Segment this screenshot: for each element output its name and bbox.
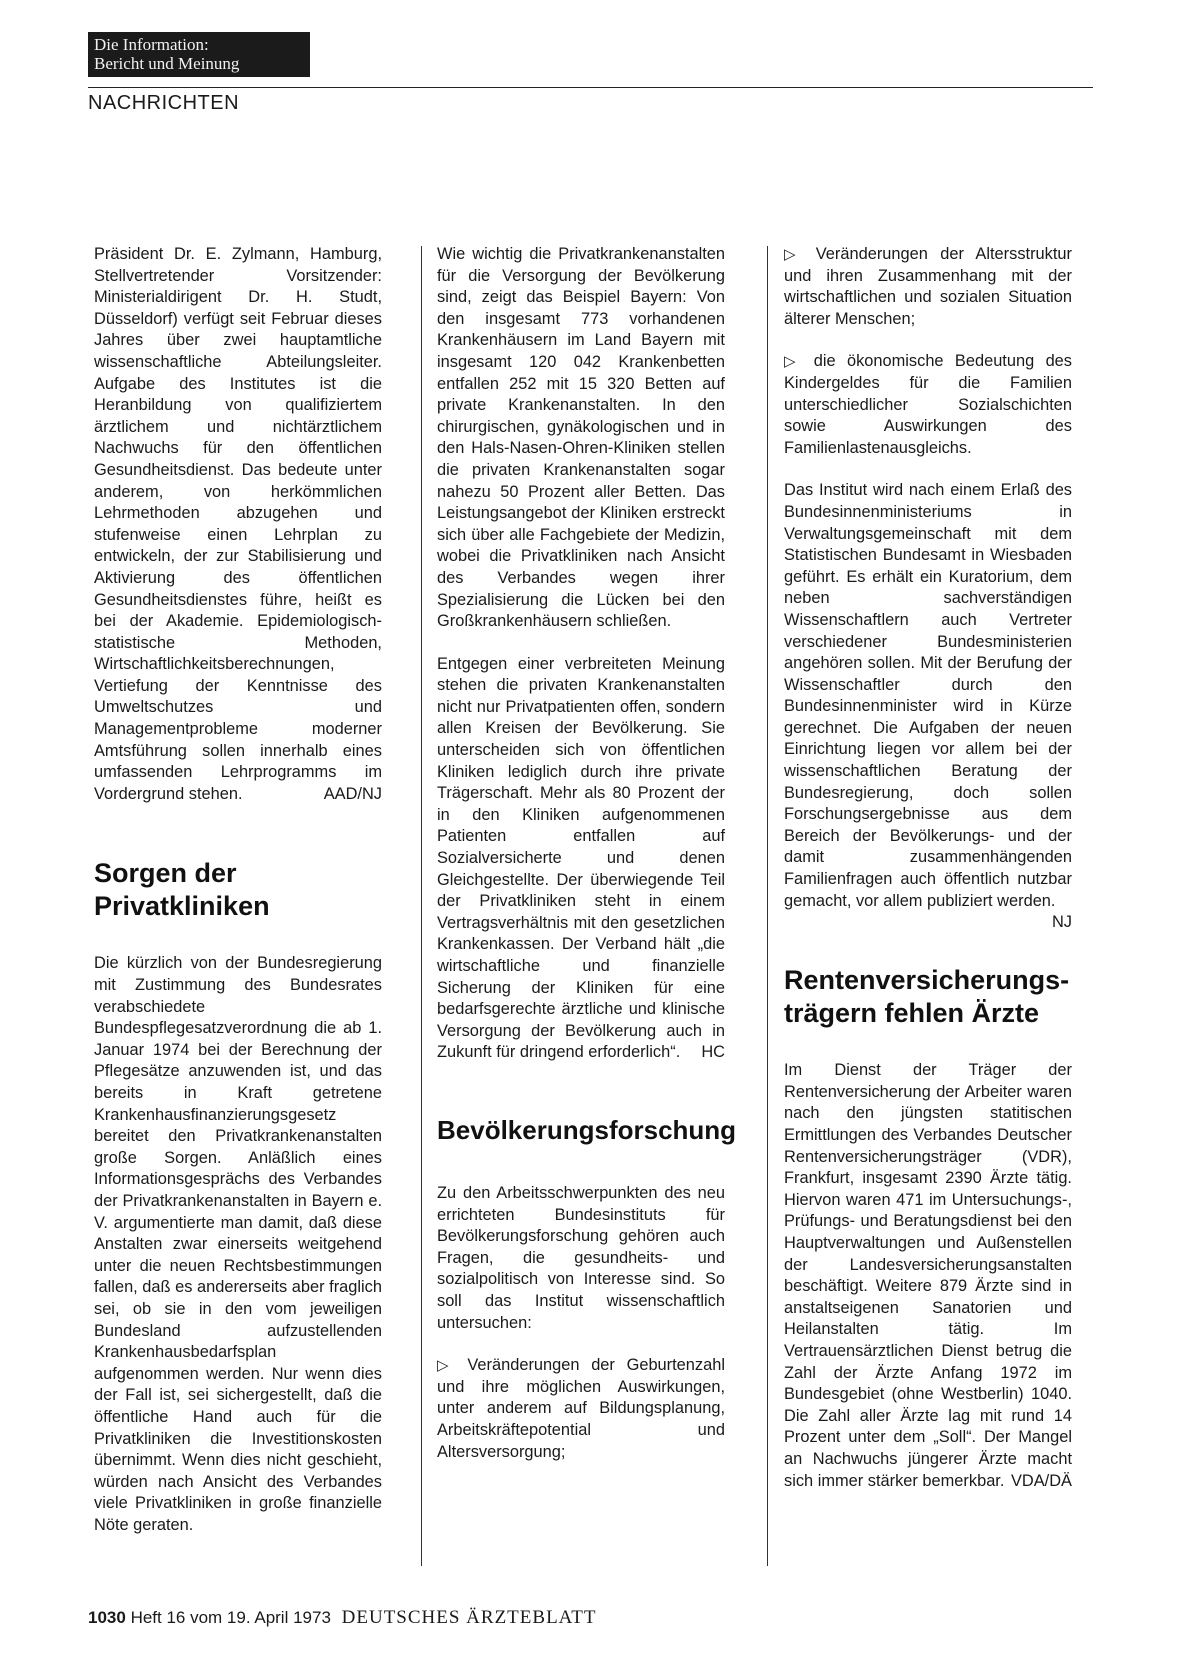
headline-line: trägern fehlen Ärzte [784, 998, 1040, 1029]
headline-rentenversicherungstraeger [784, 964, 1072, 1030]
page-number: 1030 [88, 1608, 126, 1627]
article-bevoelkerungsforschung-institut [784, 480, 1072, 932]
bullet-text: Veränderungen der Altersstruktur und ihren Zusammenhang mit der wirtschaftlichen und sozialen Situation älterer Menschen; [784, 245, 1072, 328]
headline-bevoelkerungsforschung: Bevölkerungsforschung [437, 1114, 737, 1145]
headline-line: Sorgen der [94, 858, 237, 889]
column-2 [437, 244, 737, 1463]
rubric-line-1: Die Information: [94, 35, 209, 54]
article-privatkliniken-bayern: Wie wichtig die Privatkrankenanstalten für die Versorgung der Bevölkerung sind, zeigt das Beispiel Bayern: Von den insgesamt 773 vorhandenen Krankenhäusern im Land Bayern mit insgesamt 120 042 Krankenbetten entfallen 252 mit 15 320 Betten auf private Krankenanstalten. In den chirurgischen, gynäkologischen und in den Hals-Nasen-Ohren-Kliniken stellen die privaten Krankenanstalten sogar nahezu 50 Prozent aller Betten. Das Leistungsangebot der Kliniken erstreckt sich über alle Fachgebiete der Medizin, wobei die Privatkliniken nach Ansicht des Verbandes wegen ihrer Spezialisierung die Lücken bei den Großkrankenhäusern schließen. [437, 245, 725, 631]
header-rule [88, 87, 1093, 88]
bullet-item [784, 351, 1072, 459]
triangle-right-icon: ▷ [437, 1356, 456, 1375]
section-label: NACHRICHTEN [88, 92, 240, 114]
column-divider-1 [421, 246, 422, 1566]
bullet-item [437, 1355, 725, 1463]
author-signature: NJ [1051, 913, 1072, 932]
bullet-text: die ökonomische Bedeutung des Kindergeldes für die Familien unterschiedlicher Sozialschichten sowie Auswirkungen des Familienlastenausgleichs. [784, 352, 1072, 457]
rubric-box [88, 32, 310, 77]
headline-line: Privatkliniken [94, 891, 270, 922]
author-signature: HC [701, 1043, 725, 1062]
author-signature: VDA/DÄ [1010, 1471, 1072, 1490]
headline-sorgen-der-privatkliniken [94, 857, 382, 923]
column-3 [784, 244, 1072, 1492]
bullet-item [784, 244, 1072, 330]
masthead: DEUTSCHES ÄRZTEBLATT [341, 1607, 597, 1628]
paragraph-text: Das Institut wird nach einem Erlaß des Bundesinnenministeriums in Verwaltungsgemeinschaft mit dem Statistischen Bundesamt in Wiesbaden geführt. Es erhält ein Kuratorium, dem neben sachverständigen Wissenschaftlern auch Vertreter verschiedener Bundesministerien angehören sollen. Mit der Berufung der Wissenschaftler durch den Bundesinnenminister wird in Kürze gerechnet. Die Aufgaben der neuen Einrichtung liegen vor allem bei der wissenschaftlichen Beratung der Bundesregierung, doch sollen Forschungsergebnisse aus dem Bereich der Bevölkerungs- und der damit zusammenhängenden Familienfragen auch öffentlich nutzbar gemacht, vor allem publiziert werden. [784, 481, 1072, 910]
column-divider-2 [767, 246, 768, 1566]
author-signature: AAD/NJ [323, 784, 382, 803]
article-academy-continuation [94, 244, 382, 805]
column-1 [94, 244, 382, 1536]
bullet-text: Veränderungen der Geburtenzahl und ihre möglichen Auswirkungen, unter anderem auf Bildungsplanung, Arbeitskräftepotential und Altersversorgung; [437, 1356, 725, 1461]
headline-line: Rentenversicherungs- [784, 965, 1070, 996]
issue-info: Heft 16 vom 19. April 1973 [130, 1608, 331, 1627]
triangle-right-icon: ▷ [784, 352, 803, 371]
article-privatkliniken-intro: Die kürzlich von der Bundesregierung mit Zustimmung des Bundesrates verabschiedete Bundespflegesatzverordnung die ab 1. Januar 1974 bei der Berechnung der Pflegesätze anzuwenden ist, und das bereits in Kraft getretene Krankenhausfinanzierungsgesetz bereitet den Privatkrankenanstalten große Sorgen. Anläßlich eines Informationsgesprächs des Verbandes der Privatkrankenanstalten in Bayern e. V. argumentierte man damit, daß diese Anstalten zwar einerseits weitgehend unter die neuen Rechtsbestimmungen fallen, daß es andererseits aber fraglich sei, ob sie in den vom jeweiligen Bundesland aufzustellenden Krankenhausbedarfsplan aufgenommen werden. Nur wenn dies der Fall ist, sei sichergestellt, daß die öffentliche Hand auch für die Privatkliniken die Investitionskosten übernimmt. Wenn dies nicht geschieht, würden nach Ansicht des Verbandes viele Privatkliniken in große finanzielle Nöte geraten. [94, 954, 382, 1534]
article-rentenversicherung [784, 1060, 1072, 1492]
article-bevoelkerungsforschung-intro: Zu den Arbeitsschwerpunkten des neu errichteten Bundesinstituts für Bevölkerungsforschung gehören auch Fragen, die gesundheits- und sozialpolitisch von Interesse sind. So soll das Institut wissenschaftlich untersuchen: [437, 1183, 725, 1332]
rubric-line-2: Bericht und Meinung [94, 54, 240, 73]
triangle-right-icon: ▷ [784, 245, 804, 263]
paragraph-text: Im Dienst der Träger der Rentenversicherung der Arbeiter waren nach den jüngsten statitischen Ermittlungen des Verbandes Deutscher Rentenversicherungsträger (VDR), Frankfurt, insgesamt 2390 Ärzte tätig. Hiervon waren 471 im Untersuchungs-, Prüfungs- und Beratungsdienst bei den Hauptverwaltungen und Außenstellen der Landesversicherungsanstalten beschäftigt. Weitere 879 Ärzte sind in anstaltseigenen Sanatorien und Heilanstalten tätig. Im Vertrauensärztlichen Dienst betrug die Zahl der Ärzte Anfang 1972 im Bundesgebiet (ohne Westberlin) 1040. Die Zahl aller Ärzte lag mit rund 14 Prozent unter dem „Soll“. Der Mangel an Nachwuchs jüngerer Ärzte macht sich immer stärker bemerkbar. [784, 1061, 1072, 1490]
paragraph-text: Entgegen einer verbreiteten Meinung stehen die privaten Krankenanstalten nicht nur Privatpatienten offen, sondern allen Kreisen der Bevölkerung. Sie unterscheiden sich von öffentlichen Kliniken lediglich durch ihre private Trägerschaft. Mehr als 80 Prozent der in den Kliniken aufgenommenen Patienten entfallen auf Sozialversicherte und denen Gleichgestellte. Der überwiegende Teil der Privatkliniken steht in einem Vertragsverhältnis mit den gesetzlichen Krankenkassen. Der Verband hält „die wirtschaftliche und finanzielle Sicherung der Kliniken für eine bedarfsgerechte ärztliche und klinische Versorgung der Bevölkerung auch in Zukunft für dringend erforderlich“. [437, 654, 725, 1062]
paragraph-text: Präsident Dr. E. Zylmann, Hamburg, Stellvertretender Vorsitzender: Ministerialdirigent Dr. H. Studt, Düsseldorf) verfügt seit Februar dieses Jahres über zwei hauptamtliche wissenschaftliche Abteilungsleiter. Aufgabe des Institutes ist die Heranbildung von qualifiziertem ärztlichem und nichtärztlichem Nachwuchs für den öffentlichen Gesundheitsdienst. Das bedeute unter anderem, von herkömmlichen Lehrmethoden abzugehen und stufenweise einen Lehrplan zu entwickeln, der zur Stabilisierung und Aktivierung des öffentlichen Gesundheitsdienstes führe, heißt es bei der Akademie. Epidemiologisch-statistische Methoden, Wirtschaftlichkeitsberechnungen, Vertiefung der Kenntnisse des Umweltschutzes und Managementprobleme moderner Amtsführung sollen innerhalb eines umfassenden Lehrprogramms im Vordergrund stehen. [94, 245, 382, 803]
article-privatkliniken-versorgung [437, 654, 725, 1064]
page-footer [88, 1607, 597, 1629]
